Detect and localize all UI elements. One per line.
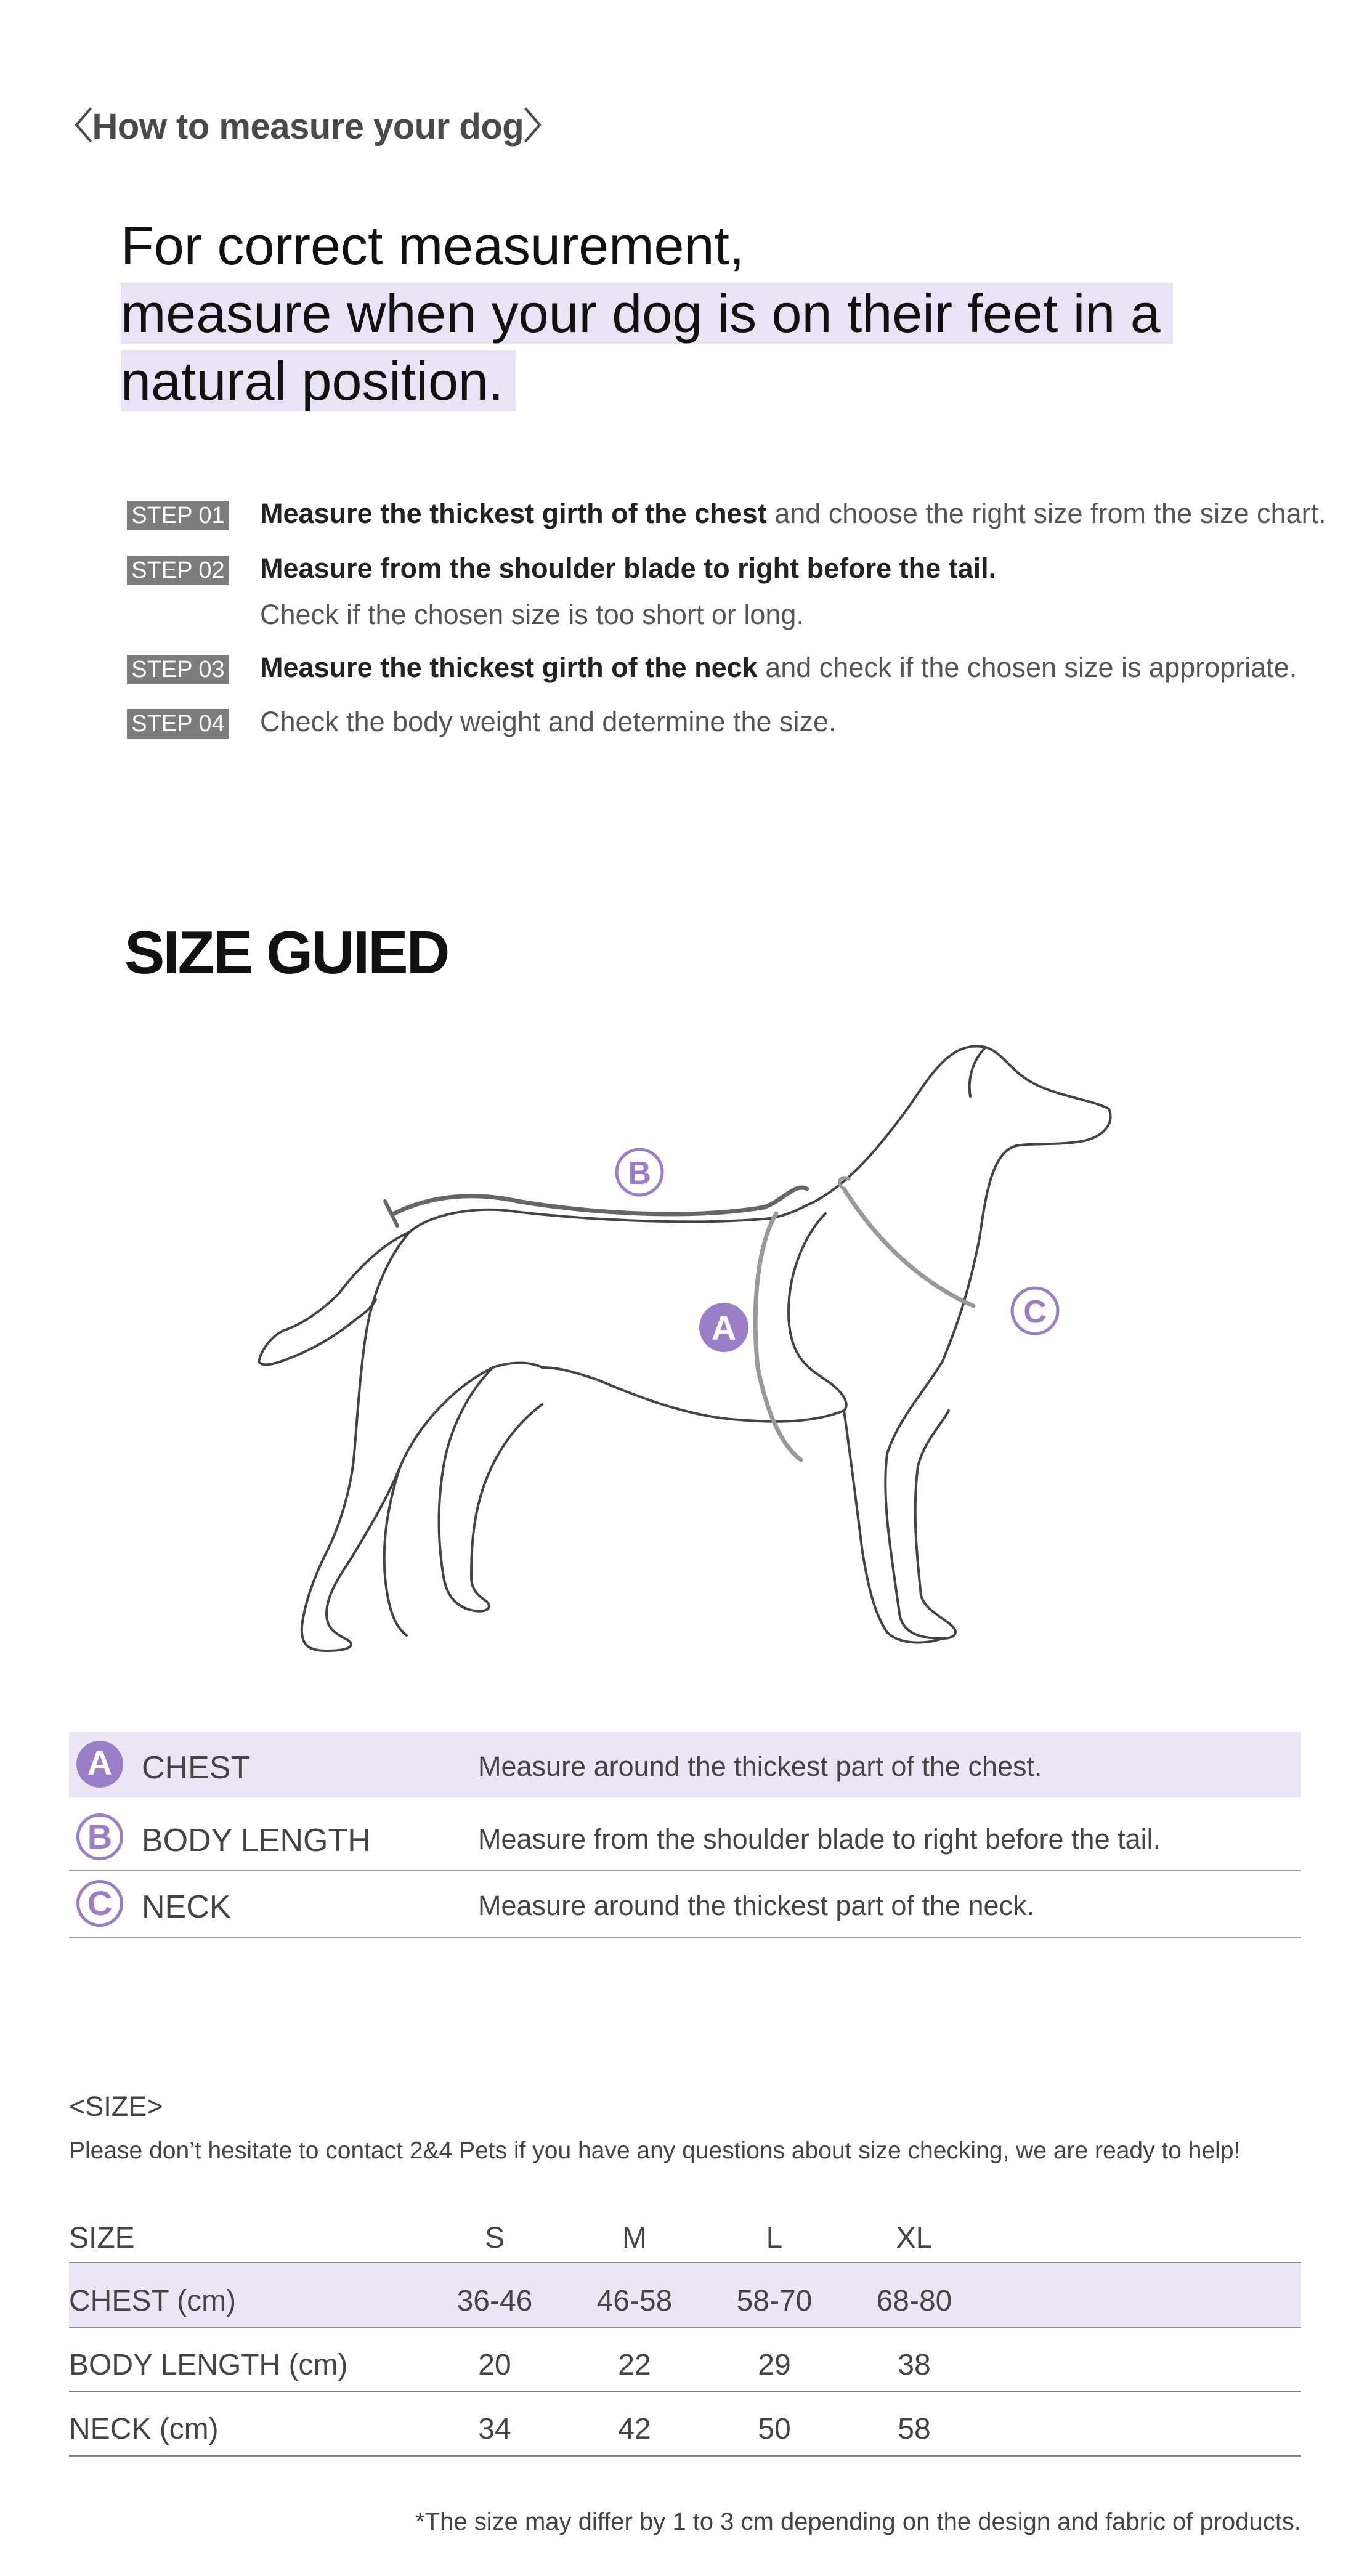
legend-letter-a: A [76,1741,123,1788]
size-cell-l: 29 [758,2349,791,2381]
legend-name: NECK [142,1889,231,1925]
size-table-header [69,2213,1301,2263]
step-text: and choose the right size from the size chart. [766,498,1326,529]
size-cell-l: 58-70 [736,2285,813,2317]
body-length-line [394,1188,807,1214]
legend-desc: Measure from the shoulder blade to right before the tail. [478,1823,1161,1855]
size-cell-m: 46-58 [596,2285,673,2317]
size-cell-xl: 58 [898,2413,931,2445]
size-header-xl: XL [896,2222,933,2254]
size-guide-title: SIZE GUIED [124,918,448,986]
step-badge: STEP 04 [127,709,229,739]
step-text: Check the body weight and determine the size. [260,706,837,737]
size-cell-m: 42 [618,2413,651,2445]
size-row-neck [69,2391,1301,2457]
legend-letter-b: B [76,1813,123,1860]
dog-outline [259,1046,1111,1651]
headline-line-1: For correct measurement, [121,215,745,276]
size-cell-s: 20 [478,2349,511,2381]
size-header-l: L [766,2222,783,2254]
size-header-s: S [484,2222,505,2254]
size-cell-xl: 38 [898,2349,931,2381]
size-cell-s: 36-46 [456,2285,533,2317]
step-badge: STEP 02 [127,556,229,585]
step-bold-text: Measure the thickest girth of the chest [260,498,767,529]
step-badge: STEP 03 [127,655,229,684]
size-row-body-length [69,2327,1301,2392]
size-row-label: BODY LENGTH (cm) [69,2349,348,2381]
step-01 [127,498,1326,530]
neck-ring [844,1189,973,1306]
step-04 [127,706,837,739]
marker-b [617,1149,662,1195]
size-row-label: CHEST (cm) [69,2285,237,2317]
dog-measurement-illustration [234,1023,1158,1682]
size-contact-note: Please don’t hesitate to contact 2&4 Pets if you have any questions about size checking, we are ready to help! [69,2137,1241,2164]
size-cell-s: 34 [478,2413,511,2445]
chest-ring [755,1213,801,1460]
size-cell-l: 50 [758,2413,791,2445]
step-03 [127,652,1297,684]
marker-c-label: C [1023,1294,1047,1330]
legend-desc: Measure around the thickest part of the chest. [478,1751,1042,1782]
marker-a-label: A [711,1308,737,1347]
legend-row-neck [69,1871,1301,1938]
headline [121,212,1173,415]
legend-letter-c: C [76,1880,123,1927]
legend-desc: Measure around the thickest part of the neck. [478,1890,1035,1921]
step-sub-text: Check if the chosen size is too short or long. [260,599,804,631]
size-cell-m: 22 [618,2349,651,2381]
step-bold-text: Measure the thickest girth of the neck [260,652,758,683]
headline-line-3: natural position. [121,350,516,411]
size-row-chest [69,2263,1301,2328]
size-row-label: NECK (cm) [69,2413,219,2445]
section-title: 〈How to measure your dog〉 [57,107,559,147]
size-heading: <SIZE> [69,2091,163,2122]
size-cell-xl: 68-80 [876,2285,952,2317]
headline-line-2: measure when your dog is on their feet in a [121,283,1173,344]
marker-a [699,1303,748,1352]
step-02 [127,553,996,631]
size-header-m: M [622,2222,647,2254]
size-footnote: *The size may differ by 1 to 3 cm depending on the design and fabric of products. [415,2508,1301,2535]
marker-b-label: B [628,1156,651,1191]
marker-c [1012,1288,1058,1334]
legend-row-body-length [69,1805,1301,1871]
step-text: and check if the chosen size is appropriate. [757,652,1297,683]
legend-name: CHEST [142,1750,251,1786]
step-bold-text: Measure from the shoulder blade to right before the tail. [260,553,997,584]
step-badge: STEP 01 [127,501,229,530]
size-header-label: SIZE [69,2222,135,2254]
legend-name: BODY LENGTH [142,1823,371,1858]
legend-row-chest [69,1732,1301,1797]
